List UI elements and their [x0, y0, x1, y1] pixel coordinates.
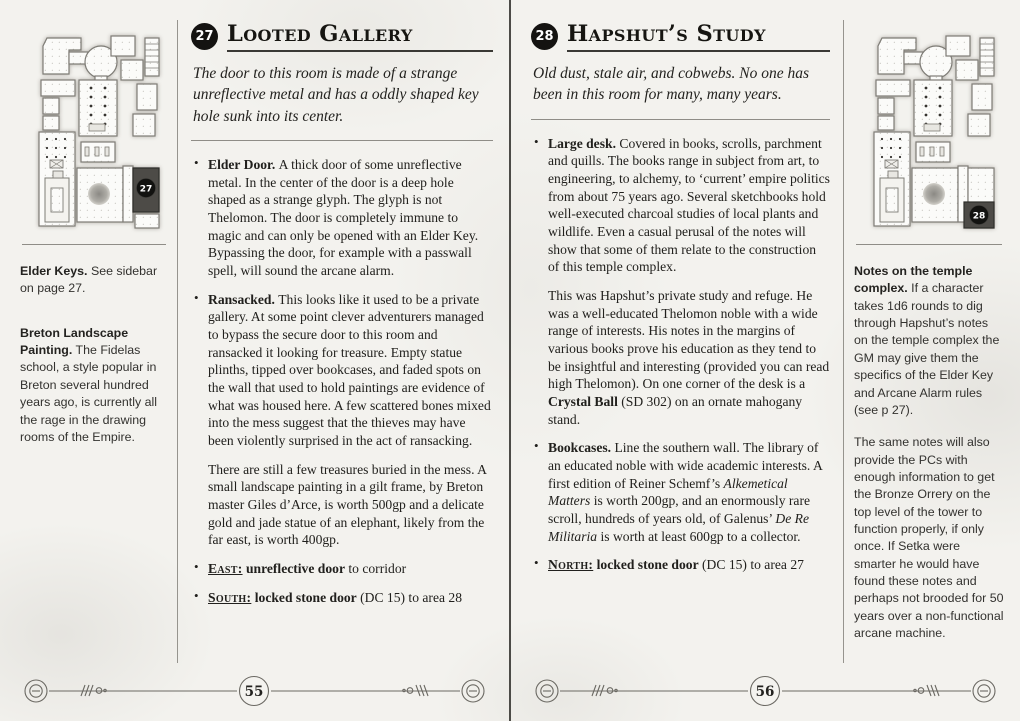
map-badge-number: 27	[139, 184, 153, 195]
text-run: is worth at least 600gp to a collector.	[597, 528, 801, 544]
text-run: unreflective door	[242, 560, 345, 576]
paragraph	[20, 263, 168, 298]
bullet-item	[191, 560, 493, 578]
text-run: locked stone door	[251, 589, 357, 605]
map-badge-number: 28	[972, 211, 986, 222]
paragraph	[531, 287, 830, 428]
text-run: De Re Militaria	[548, 510, 809, 544]
sidebar-divider	[22, 244, 166, 245]
left-body-column	[177, 20, 493, 663]
paragraph	[20, 325, 168, 447]
room-number-badge-icon: 28	[531, 23, 558, 50]
bullet-marker: •	[194, 154, 199, 170]
dungeon-map-room-28	[854, 20, 1004, 232]
page-56	[511, 0, 1020, 721]
text-run: (DC 15) to area 28	[356, 589, 463, 605]
text-run: Covered in books, scrolls, parchment and quills. The books range in subject from art, to engineering, to alchemy, to ‘current’ empire politics from about 75 years ago. Several sketchbooks hold well-executed charcoal studies of local plants and wildlife. Even a casual perusal of the notes will show that some of them relate to the construction of this temple complex.	[548, 135, 830, 275]
text-run: Breton Landscape Painting.	[20, 325, 129, 358]
text-run: Elder Door.	[208, 156, 279, 172]
page-footer	[19, 671, 490, 711]
read-aloud-text: Old dust, stale air, and cobwebs. No one has been in this room for many, many years.	[531, 63, 830, 120]
dungeon-map-room-27	[20, 20, 168, 232]
text-run: If a character takes 1d6 rounds to dig through Hapshut’s notes on the temple complex the GM may give them the specifics of the Elder Key and Arcane Alarm rules (see p 27).	[854, 281, 1000, 417]
paragraph	[854, 434, 1004, 642]
text-run: The Fidelas school, a style popular in Breton several hundred years ago, is currently all the rage in the drawing rooms of the Empire.	[20, 343, 158, 444]
text-run: Large desk.	[548, 135, 620, 151]
bullet-marker: •	[534, 555, 539, 571]
right-sidebar	[854, 20, 1004, 663]
sidebar-notes	[854, 263, 1004, 643]
text-run: The same notes will also provide the PCs with enough information to get the Bronze Orrery on the top level of the tower to function properly, if only once. If Setka were smarter he would have found these notes and perhaps not brooded for 50 years over a non-functional arcane machine.	[854, 435, 1004, 641]
text-run: There are still a few treasures buried in the mess. A small landscape painting in a gilt frame, by Breton master Giles d’Arce, is worth 500gp and a delicate gold and jade statue of an elephant, likely from the far east, is worth 400gp.	[208, 461, 487, 548]
bullet-item	[191, 291, 493, 450]
text-run: (SD 302) on an ornate mahogany stand.	[548, 393, 803, 427]
room-header	[191, 22, 493, 52]
text-run: locked stone door	[593, 557, 699, 573]
sidebar-notes	[20, 263, 168, 446]
text-run: Crystal Ball	[548, 393, 618, 409]
page-number: 55	[244, 683, 264, 700]
bullet-marker: •	[194, 587, 199, 603]
left-sidebar	[20, 20, 168, 663]
text-run: Alkemetical Matters	[548, 475, 788, 509]
text-run: Elder Keys.	[20, 264, 88, 278]
text-run: This looks like it used to be a private gallery. At some point clever adventurers managed to bypass the secure door to this room and ransacked it looking for treasure. Empty statue plinths, tipped over bookcases, and faded spots on the wall that used to hold paintings are evidence of what was housed here. A few scattered bones mixed into the mess suggest that the thieves may have been violently surprised in the act of ransacking.	[208, 291, 491, 448]
room-number-badge-icon: 27	[191, 23, 218, 50]
right-body-column	[531, 20, 844, 663]
bullet-item	[531, 556, 830, 574]
bullet-item	[191, 589, 493, 607]
bullet-item	[531, 135, 830, 276]
text-run: North:	[548, 557, 594, 573]
bullet-marker: •	[194, 289, 199, 305]
text-run: (DC 15) to area 27	[698, 557, 804, 573]
page-number: 56	[755, 683, 775, 700]
text-run: A thick door of some unreflective metal. In the center of the door is a deep hole shaped as a strange glyph. The glyph is not Thelomon. The door is completely immune to magic and can only be opened with an Elder Key. Bypassing the door, for example with a passwall spell, will sound the arcane alarm.	[208, 156, 479, 278]
text-run: Bookcases.	[548, 440, 615, 456]
paragraph	[854, 263, 1004, 419]
text-run: Ransacked.	[208, 291, 279, 307]
room-header	[531, 22, 830, 52]
bullet-item	[531, 439, 830, 545]
text-run: to corridor	[344, 560, 407, 576]
sidebar-divider	[856, 244, 1002, 245]
text-run: East:	[208, 560, 243, 576]
bullet-item	[191, 156, 493, 280]
text-run: South:	[208, 589, 252, 605]
page-title: Looted Gallery	[227, 22, 493, 52]
bullet-marker: •	[534, 133, 539, 149]
text-run: This was Hapshut’s private study and refuge. He was a well-educated Thelomon noble with a wide range of interests. His notes in the margins of various books prove his education as they tend to be insightful and interesting (provided you can read high Thelomon). On one corner of the desk is a	[548, 287, 830, 392]
text-run: Notes on the temple complex.	[854, 264, 973, 296]
room-content	[191, 156, 493, 606]
paragraph	[191, 461, 493, 549]
text-run: is worth 200gp, and an enormously rare scroll, hundreds of years old, of Galenus’	[548, 493, 811, 526]
bullet-marker: •	[534, 438, 539, 454]
page-footer	[530, 671, 1001, 711]
text-run: Line the southern wall. The library of an educated noble with wide academic interests. A first edition of Reiner Schemf’s	[548, 440, 823, 491]
room-content	[531, 135, 830, 574]
text-run: See sidebar on page 27.	[20, 264, 158, 296]
page-title: Hapshut’s Study	[567, 22, 830, 52]
read-aloud-text: The door to this room is made of a strange unreflective metal and has a oddly shaped key hole sunk into its center.	[191, 63, 493, 141]
bullet-marker: •	[194, 558, 199, 574]
